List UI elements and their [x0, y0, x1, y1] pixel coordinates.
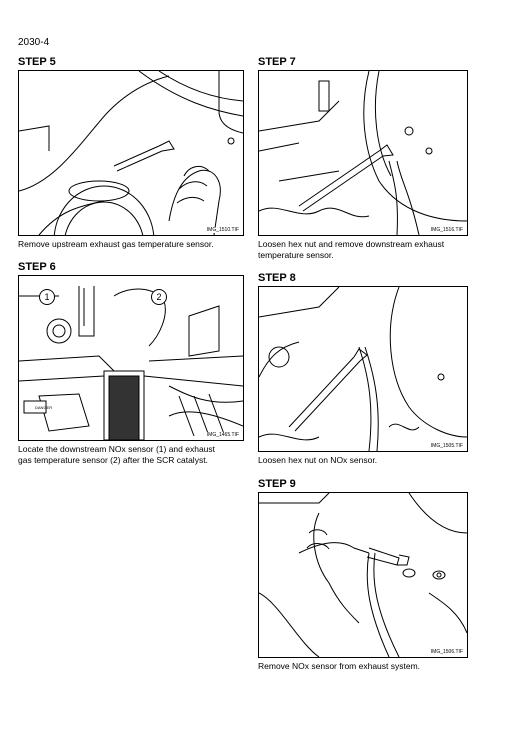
- step-6-caption-line-1: Locate the downstream NOx sensor (1) and exhaust: [18, 444, 216, 454]
- step-8-caption: Loosen hex nut on NOx sensor.: [258, 455, 378, 465]
- warning-decal-text: DANGER: [35, 405, 53, 410]
- step-6-caption-line-2: gas temperature sensor (2) after the SCR catalyst.: [18, 455, 208, 465]
- step-5-title: STEP 5: [18, 56, 56, 68]
- step-5-illustration: [18, 70, 244, 236]
- step-5-line-drawing: [19, 71, 243, 235]
- step-8-illustration: [258, 286, 468, 452]
- step-5-caption: Remove upstream exhaust gas temperature sensor.: [18, 239, 214, 249]
- step-6-title: STEP 6: [18, 261, 56, 273]
- step-7-illustration: [258, 70, 468, 236]
- step-6-illustration: [18, 275, 244, 441]
- step-7-title: STEP 7: [258, 56, 296, 68]
- page-number: 2030-4: [18, 37, 50, 48]
- step-6-caption: [18, 444, 215, 466]
- step-7-image-code: IMG_1516.TIF: [430, 227, 463, 233]
- callout-2: 2: [151, 289, 167, 305]
- step-8-image-code: IMG_1505.TIF: [430, 443, 463, 449]
- step-6-image-code: IMG_1465.TIF: [206, 432, 239, 438]
- step-8-line-drawing: [259, 287, 467, 451]
- step-7-caption: [258, 239, 444, 261]
- step-9-caption: Remove NOx sensor from exhaust system.: [258, 661, 421, 671]
- step-9-line-drawing: [259, 493, 467, 657]
- step-9-image-code: IMG_1506.TIF: [430, 649, 463, 655]
- callout-1: 1: [39, 289, 55, 305]
- step-9-title: STEP 9: [258, 478, 296, 490]
- step-9-illustration: [258, 492, 468, 658]
- step-7-line-drawing: [259, 71, 467, 235]
- step-7-caption-line-2: temperature sensor.: [258, 250, 334, 260]
- step-8-title: STEP 8: [258, 272, 296, 284]
- step-7-caption-line-1: Loosen hex nut and remove downstream exhaust: [258, 239, 445, 249]
- step-5-image-code: IMG_1510.TIF: [206, 227, 239, 233]
